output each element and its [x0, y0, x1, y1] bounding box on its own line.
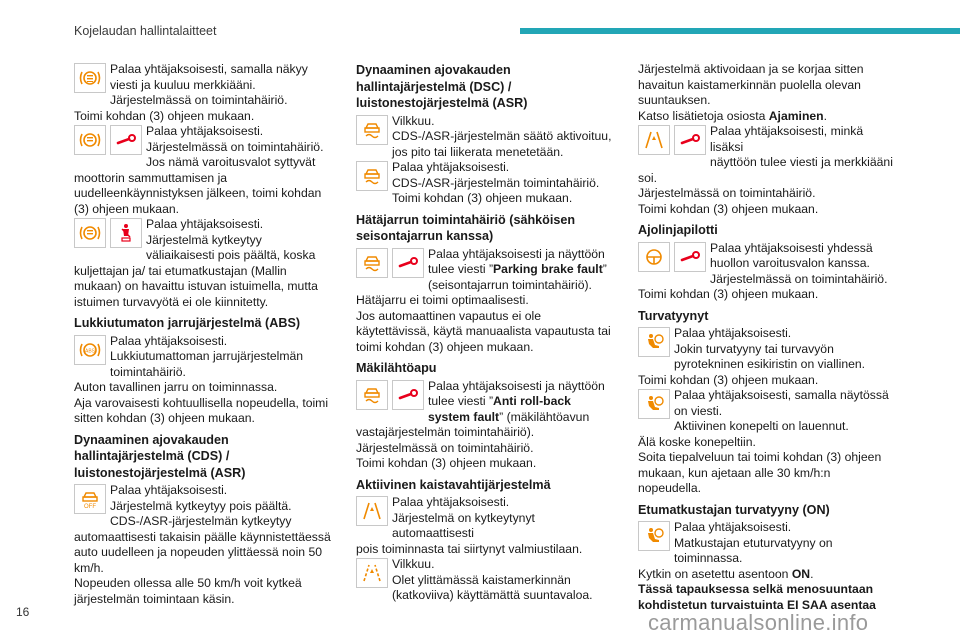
seatbelt-icon — [110, 218, 142, 248]
page-header — [0, 0, 960, 40]
wrench-icon — [392, 380, 424, 410]
lane-keep-icon — [356, 558, 388, 588]
heading-parking-brake: Hätäjarrun toimintahäiriö (sähköisen seisontajarrun kanssa) — [356, 212, 576, 243]
esc-off-icon — [74, 484, 106, 514]
warning-entry: Vilkkuu. CDS-/ASR-järjestelmän säätö aktivoituu, jos pito tai liikerata menetetään. — [356, 114, 614, 161]
warning-entry: Palaa yhtäjaksoisesti, minkä lisäksi näyttöön tulee viesti ja merkkiääni soi. — [638, 124, 893, 185]
heading-dsc: Dynaaminen ajovakauden hallintajärjestelmä (DSC) / luistonestojärjestelmä (ASR) — [356, 63, 528, 110]
wrench-icon — [110, 125, 142, 155]
esc-icon — [356, 380, 388, 410]
warning-entry: Palaa yhtäjaksoisesti yhdessä huollon varoitusvalon kanssa. — [638, 241, 896, 272]
warning-entry: Palaa yhtäjaksoisesti. Matkustajan etuturvatyyny on toiminnassa. — [638, 520, 896, 567]
wrench-icon — [674, 125, 706, 155]
warning-entry: Palaa yhtäjaksoisesti. Järjestelmä kytkeytyy väliaikaisesti pois päältä, koska kuljettajan ja/ tai etumatkustajan (Mallin mukaan) on havaittu istuvan istuimella, mutta istuimen turvavyötä ei ole kiinnitetty. — [74, 217, 318, 309]
warning-entry: Palaa yhtäjaksoisesti. Jokin turvatyyny tai turvavyön pyrotekninen esikiristin on viallinen. — [638, 326, 896, 373]
warning-entry: Palaa yhtäjaksoisesti, samalla näytössä on viesti. — [638, 388, 896, 419]
warning-entry: Palaa yhtäjaksoisesti ja näyttöön tulee viesti ”Parking brake fault” (seisontajarrun toimintahäiriö). — [356, 247, 614, 294]
heading-cds: Dynaaminen ajovakauden hallintajärjestelmä (CDS) / luistonestojärjestelmä (ASR) — [74, 432, 246, 480]
heading-hill-start: Mäkilähtöapu — [356, 361, 437, 375]
airbag-icon — [638, 521, 670, 551]
page-number: 16 — [16, 605, 30, 619]
warning-entry: Palaa yhtäjaksoisesti ja näyttöön tulee viesti ”Anti roll-back system fault” (mäkilähtöavun vastajärjestelmän toimintahäiriö). — [356, 378, 605, 439]
esc-icon — [356, 248, 388, 278]
warning-entry: OFF Palaa yhtäjaksoisesti. Järjestelmä kytkeytyy pois päältä. — [74, 483, 332, 514]
lane-keep-icon — [356, 496, 388, 526]
brake-warning-icon — [74, 125, 106, 155]
heading-drive-pilot: Ajolinjapilotti — [638, 223, 718, 237]
heading-airbags: Turvatyynyt — [638, 308, 709, 323]
brake-warning-icon — [74, 63, 106, 93]
accent-bar — [520, 28, 960, 34]
wrench-icon — [674, 242, 706, 272]
heading-passenger-airbag: Etumatkustajan turvatyyny (ON) — [638, 502, 830, 517]
esc-icon — [356, 161, 388, 191]
warning-entry: Palaa yhtäjaksoisesti. CDS-/ASR-järjestelmän toimintahäiriö. — [356, 160, 614, 191]
warning-entry: Palaa yhtäjaksoisesti. Järjestelmä on kytkeytynyt automaattisesti pois toiminnasta tai siirtynyt valmiustilaan. — [356, 495, 583, 556]
heading-lane-keeping: Aktiivinen kaistavahtijärjestelmä — [356, 477, 551, 492]
wrench-icon — [392, 248, 424, 278]
airbag-icon — [638, 389, 670, 419]
esc-icon — [356, 115, 388, 145]
column-3: Järjestelmä aktivoidaan ja se korjaa sitten havaitun kaistamerkinnän puolella olevan suuntauksen. Katso lisätietoja osiosta Ajaminen. Palaa yhtäjaksoisesti, minkä lisäksi näyttöön tulee viesti ja merkkiääni soi. Järjestelmässä on toimintahäiriö. Toimi kohdan (3) ohjeen mukaan. Ajolinjapilotti Palaa yhtäjaksoisesti yhdessä huollon varoitusvalon kanssa. Järjestelmässä on toimintahäiriö. Toimi kohdan (3) ohjeen mukaan. Turvatyynyt Palaa yhtäjaksoisesti. Jokin turvatyyny tai turvavyön pyrotekninen esikiristin on viallinen. Toimi kohdan (3) ohjeen mukaan. Palaa yhtäjaksoisesti, samalla näytössä on viesti. Aktiivinen konepelti on lauennut. Älä koske konepeltiin. Soita tiepalveluun tai toimi kohdan (3) ohjeen mukaan, kun ajetaan alle 30 km/h:n nopeudella. Etumatkustajan turvatyyny (ON) Palaa yhtäjaksoisesti. Matkustajan etuturvatyyny on toiminnassa. Kytkin on asetettu asentoon ON. Tässä tapauksessa selkä menosuuntaan kohdistetun turvaistuinta EI SAA asentaa — [638, 62, 896, 613]
abs-icon — [74, 335, 106, 365]
heading-abs: Lukkiutumaton jarrujärjestelmä (ABS) — [74, 316, 301, 330]
warning-entry: Palaa yhtäjaksoisesti. Järjestelmässä on toimintahäiriö. — [74, 124, 332, 155]
column-2: Dynaaminen ajovakauden hallintajärjestelmä (DSC) / luistonestojärjestelmä (ASR) Vilkkuu. CDS-/ASR-järjestelmän säätö aktivoituu, jos pito tai liikerata menetetään. Palaa yhtäjaksoisesti. CDS-/ASR-järjestelmän toimintahäiriö. Toimi kohdan (3) ohjeen mukaan. Hätäjarrun toimintahäiriö (sähköisen seisontajarrun kanssa) Palaa yhtäjaksoisesti ja näyttöön tulee viesti ”Parking brake fault” (seisontajarrun toimintahäiriö). Hätäjarru ei toimi optimaalisesti. Jos automaattinen vapautus ei ole käytettävissä, käytä manuaalista vapautusta tai toimi kohdan (3) ohjeen mukaan. Mäkilähtöapu Palaa yhtäjaksoisesti ja näyttöön tulee viesti ”Anti roll-back system fault” (mäkilähtöavun vastajärjestelmän toimintahäiriö). Järjestelmässä on toimintahäiriö. Toimi kohdan (3) ohjeen mukaan. Aktiivinen kaistavahtijärjestelmä Palaa yhtäjaksoisesti. Järjestelmä on kytkeytynyt automaattisesti pois toiminnasta tai siirtynyt valmiustilaan. Vilkkuu. Olet ylittämässä kaistamerkinnän (katkoviiva) käyttämättä suuntavaloa. — [356, 62, 614, 604]
warning-entry: (ABS) Palaa yhtäjaksoisesti. Lukkiutumattoman jarrujärjestelmän toimintahäiriö. — [74, 334, 332, 381]
svg-text:(ABS): (ABS) — [83, 348, 97, 354]
warning-entry: Vilkkuu. Olet ylittämässä kaistamerkinnän (katkoviiva) käyttämättä suuntavaloa. — [356, 557, 614, 604]
section-title: Kojelaudan hallintalaitteet — [74, 24, 217, 38]
lane-keep-icon — [638, 125, 670, 155]
airbag-icon — [638, 327, 670, 357]
warning-entry: Palaa yhtäjaksoisesti, samalla näkyy viesti ja kuuluu merkkiääni. — [74, 62, 332, 93]
column-1: Palaa yhtäjaksoisesti, samalla näkyy viesti ja kuuluu merkkiääni. Järjestelmässä on toimintahäiriö. Toimi kohdan (3) ohjeen mukaan. Palaa yhtäjaksoisesti. Järjestelmässä on toimintahäiriö. Jos nämä varoitusvalot syttyvät moottorin sammuttamisen ja uudelleenkäynnistyksen jälkeen, toimi kohdan (3) ohjeen mukaan. Palaa yhtäjaksoisesti. Järjestelmä kytkeytyy väliaikaisesti pois päältä, koska kuljettajan ja/ tai etumatkustajan (Mallin mukaan) on havaittu istuvan istuimella, mutta istuimen turvavyötä ei ole kiinnitetty. Lukkiutumaton jarrujärjestelmä (ABS) (ABS) Palaa yhtäjaksoisesti. Lukkiutumattoman jarrujärjestelmän toimintahäiriö. Auton tavallinen jarru on toiminnassa. Aja varovaisesti kohtuullisella nopeudella, toimi sitten kohdan (3) ohjeen mukaan. Dynaaminen ajovakauden hallintajärjestelmä (CDS) / luistonestojärjestelmä (ASR) OFF Palaa yhtäjaksoisesti. Järjestelmä kytkeytyy pois päältä. CDS-/ASR-järjestelmän kytkeytyy automaattisesti takaisin päälle käynnistettäessä auto uudelleen ja nopeuden ylittäessä noin 50 km/h. Nopeuden ollessa alle 50 km/h voit kytkeä järjestelmän toimintaan käsin. — [74, 62, 331, 606]
svg-text:OFF: OFF — [84, 504, 96, 509]
watermark: carmanualsonline.info — [648, 610, 869, 635]
brake-warning-icon — [74, 218, 106, 248]
steering-wheel-icon — [638, 242, 670, 272]
